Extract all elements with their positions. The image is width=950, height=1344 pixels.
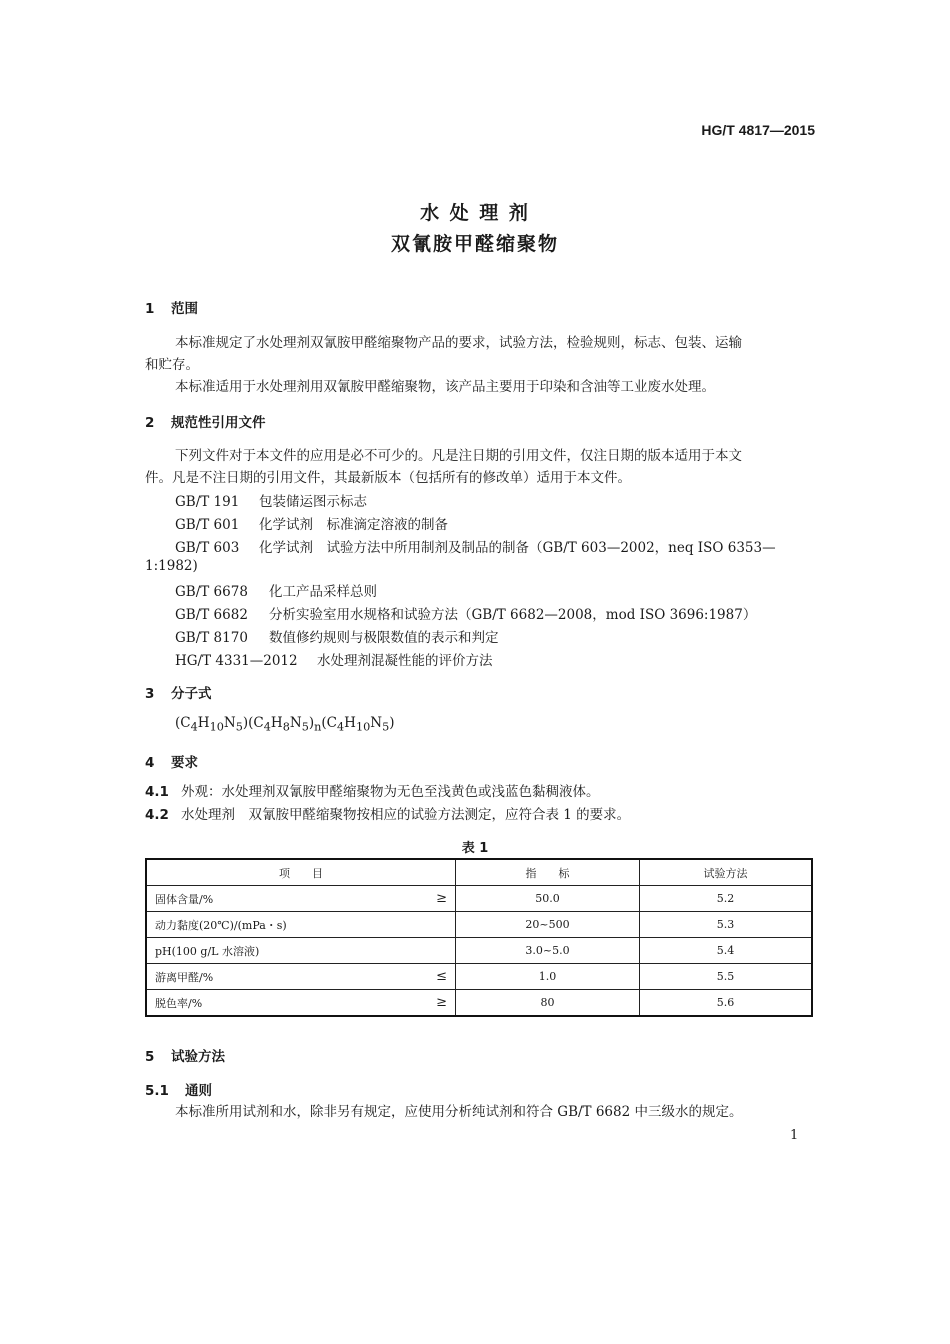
cell-item <box>146 886 456 912</box>
s1-para1-line1: 本标准规定了水处理剂双氰胺甲醛缩聚物产品的要求，试验方法，检验规则，标志、包装、运输 <box>175 335 742 351</box>
ref-item <box>175 649 493 669</box>
comparison-sign: ≥ <box>436 994 447 1010</box>
cell-value: 50.0 <box>456 886 640 912</box>
ref-title: 水处理剂混凝性能的评价方法 <box>317 653 493 669</box>
table-row <box>146 886 812 912</box>
cell-value: 80 <box>456 990 640 1017</box>
table-row <box>146 912 812 938</box>
ref-item <box>175 490 367 510</box>
s2-para1-line2: 件。凡是不注日期的引用文件，其最新版本（包括所有的修改单）适用于本文件。 <box>145 470 631 486</box>
s1-para2: 本标准适用于水处理剂用双氰胺甲醛缩聚物，该产品主要用于印染和含油等工业废水处理。 <box>175 379 715 395</box>
section-4-heading <box>145 751 198 771</box>
ref-title: 化工产品采样总则 <box>269 584 377 600</box>
cell-item <box>146 964 456 990</box>
cell-method: 5.3 <box>640 912 813 938</box>
page-number: 1 <box>790 1128 799 1143</box>
clause-text: 水处理剂 双氰胺甲醛缩聚物按相应的试验方法测定，应符合表 1 的要求。 <box>181 807 631 823</box>
cell-item <box>146 912 456 938</box>
cell-method: 5.2 <box>640 886 813 912</box>
ref-title: 分析实验室用水规格和试验方法（GB/T 6682—2008，mod ISO 3696:1987） <box>269 607 757 623</box>
item-label: pH(100 g/L 水溶液) <box>155 944 260 958</box>
ref-item <box>175 626 499 646</box>
cell-item <box>146 990 456 1017</box>
table-header-row <box>146 859 812 886</box>
table-row <box>146 938 812 964</box>
ref-code: GB/T 191 <box>175 494 240 510</box>
molecular-formula: $(C_4H_{10}N_5)(C_4H_8N_5)_n(C_4H_{10}N_5)$ <box>175 715 395 734</box>
header-item: 项 目 <box>146 859 456 886</box>
header-method: 试验方法 <box>640 859 813 886</box>
item-label: 游离甲醛/% <box>155 970 214 984</box>
clause-4-1 <box>145 781 600 803</box>
s5-1-para: 本标准所用试剂和水，除非另有规定，应使用分析纯试剂和符合 GB/T 6682 中三级水的规定。 <box>175 1104 743 1120</box>
header-index: 指 标 <box>456 859 640 886</box>
section-4-number: 4 <box>145 755 155 771</box>
ref-code: GB/T 6678 <box>175 584 248 600</box>
s2-para1-line1: 下列文件对于本文件的应用是必不可少的。凡是注日期的引用文件，仅注日期的版本适用于本文 <box>175 448 742 464</box>
cell-method: 5.4 <box>640 938 813 964</box>
table-row <box>146 964 812 990</box>
item-label: 动力黏度(20℃)/(mPa・s) <box>155 918 287 932</box>
ref-item-continuation: 1:1982) <box>145 558 198 574</box>
section-3-number: 3 <box>145 686 155 702</box>
cell-value: 3.0~5.0 <box>456 938 640 964</box>
requirements-table <box>145 858 813 1017</box>
s1-para1-line2: 和贮存。 <box>145 357 199 373</box>
section-3-heading <box>145 682 212 702</box>
section-3-title: 分子式 <box>171 686 212 702</box>
section-4-title: 要求 <box>171 755 198 771</box>
item-label: 脱色率/% <box>155 996 203 1010</box>
ref-title: 数值修约规则与极限数值的表示和判定 <box>269 630 499 646</box>
item-label: 固体含量/% <box>155 892 214 906</box>
clause-4-2 <box>145 804 630 826</box>
ref-title: 包装储运图示标志 <box>259 494 367 510</box>
ref-title: 化学试剂 标准滴定溶液的制备 <box>259 517 448 533</box>
doc-title-line2: 双氰胺甲醛缩聚物 <box>390 233 559 255</box>
ref-code: GB/T 603 <box>175 540 240 556</box>
ref-code: GB/T 601 <box>175 517 240 533</box>
ref-item <box>175 513 448 533</box>
section-5-heading <box>145 1045 225 1065</box>
cell-method: 5.6 <box>640 990 813 1017</box>
ref-code: HG/T 4331—2012 <box>175 653 298 669</box>
clause-number: 5.1 <box>145 1083 169 1099</box>
table-row <box>146 990 812 1017</box>
cell-method: 5.5 <box>640 964 813 990</box>
comparison-sign: ≤ <box>436 968 447 984</box>
section-5-number: 5 <box>145 1049 155 1065</box>
ref-item <box>175 580 377 600</box>
section-5-title: 试验方法 <box>171 1049 225 1065</box>
cell-value: 1.0 <box>456 964 640 990</box>
section-2-number: 2 <box>145 415 155 431</box>
clause-text: 外观：水处理剂双氰胺甲醛缩聚物为无色至浅黄色或浅蓝色黏稠液体。 <box>181 784 600 800</box>
cell-value: 20~500 <box>456 912 640 938</box>
ref-code: GB/T 8170 <box>175 630 248 646</box>
clause-title: 通则 <box>185 1083 212 1099</box>
ref-title: 化学试剂 试验方法中所用制剂及制品的制备（GB/T 603—2002，neq ISO 6353— <box>259 540 776 556</box>
section-1-number: 1 <box>145 301 155 317</box>
section-2-title: 规范性引用文件 <box>171 415 266 431</box>
cell-item <box>146 938 456 964</box>
clause-number: 4.2 <box>145 807 169 823</box>
table-caption: 表 1 <box>461 841 489 856</box>
ref-item <box>175 536 776 556</box>
clause-5-1-heading <box>145 1079 212 1099</box>
standard-number: HG/T 4817—2015 <box>701 122 815 138</box>
section-1-heading <box>145 297 198 317</box>
ref-item <box>175 603 756 623</box>
doc-title-line1: 水 处 理 剂 <box>420 202 530 224</box>
clause-number: 4.1 <box>145 784 169 800</box>
section-1-title: 范围 <box>171 301 198 317</box>
comparison-sign: ≥ <box>436 890 447 906</box>
section-2-heading <box>145 411 266 431</box>
ref-code: GB/T 6682 <box>175 607 248 623</box>
